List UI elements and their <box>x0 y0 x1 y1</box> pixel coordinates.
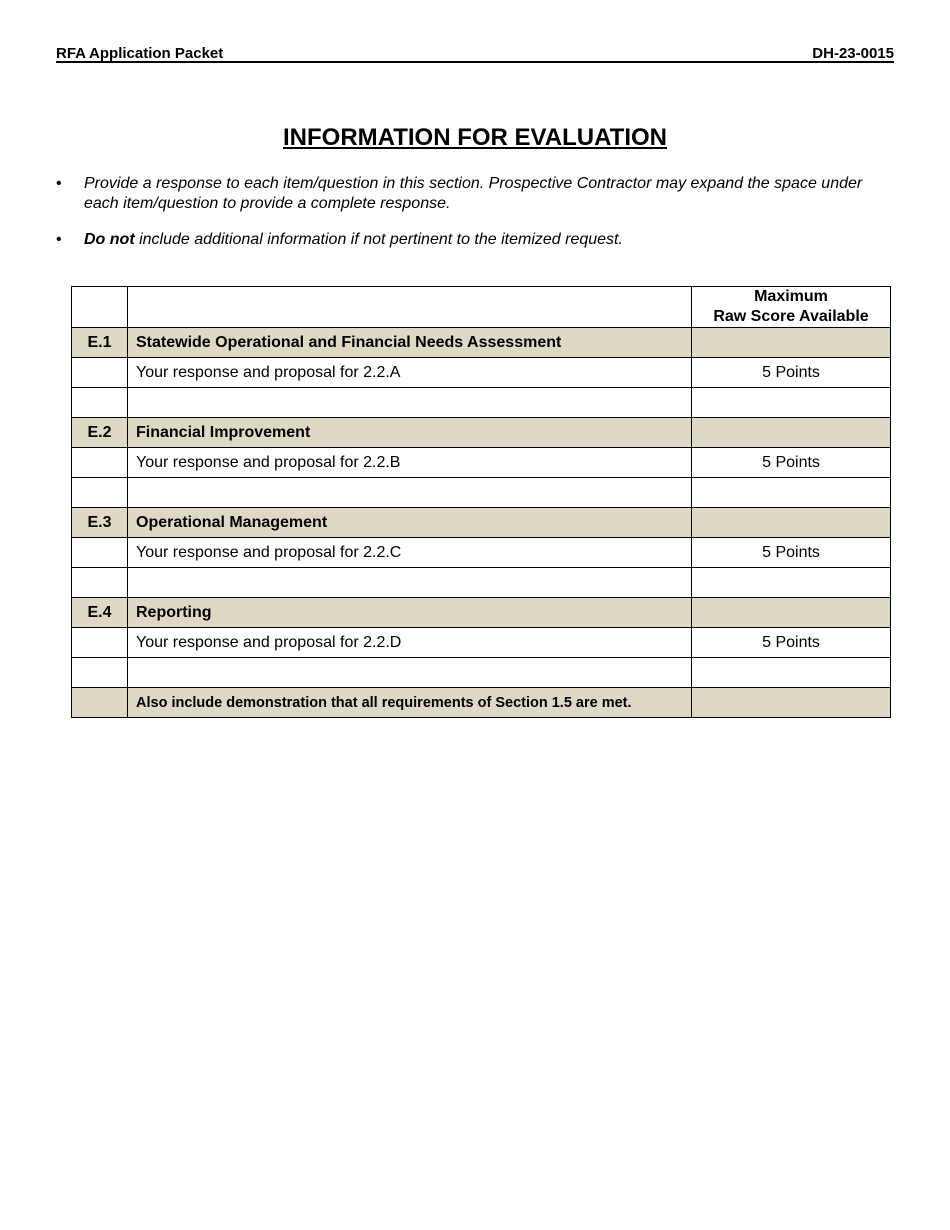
max-points: 5 Points <box>692 448 891 478</box>
blank-cell <box>692 658 891 688</box>
table-header-row <box>72 287 891 328</box>
header-blank-cell <box>128 287 692 328</box>
bullet-icon: • <box>56 175 62 192</box>
section-title: Reporting <box>128 598 692 628</box>
blank-cell <box>72 628 128 658</box>
section-title: Statewide Operational and Financial Needs Assessment <box>128 328 692 358</box>
response-space[interactable] <box>128 478 692 508</box>
section-row <box>72 418 891 448</box>
section-row <box>72 598 891 628</box>
response-prompt: Your response and proposal for 2.2.C <box>128 538 692 568</box>
score-header-line: Maximum <box>754 288 828 305</box>
response-prompt: Your response and proposal for 2.2.A <box>128 358 692 388</box>
blank-cell <box>692 388 891 418</box>
response-space-row <box>72 388 891 418</box>
section-row <box>72 508 891 538</box>
instruction-text: include additional information if not pertinent to the itemized request. <box>134 231 623 248</box>
blank-cell <box>692 688 891 718</box>
section-score-cell <box>692 508 891 538</box>
bullet-icon: • <box>56 231 62 248</box>
response-space[interactable] <box>128 658 692 688</box>
blank-cell <box>692 568 891 598</box>
response-space[interactable] <box>128 568 692 598</box>
section-number: E.1 <box>72 328 128 358</box>
header-document-number: DH-23-0015 <box>812 45 894 62</box>
response-space-row <box>72 478 891 508</box>
instruction-item <box>56 174 886 214</box>
blank-cell <box>72 568 128 598</box>
response-space[interactable] <box>128 388 692 418</box>
instructions-list <box>56 174 886 266</box>
max-points: 5 Points <box>692 358 891 388</box>
section-title: Financial Improvement <box>128 418 692 448</box>
response-row <box>72 628 891 658</box>
response-row <box>72 448 891 478</box>
header-blank-cell <box>72 287 128 328</box>
max-points: 5 Points <box>692 538 891 568</box>
section-number: E.3 <box>72 508 128 538</box>
instruction-item <box>56 230 886 250</box>
footer-note: Also include demonstration that all requirements of Section 1.5 are met. <box>128 688 692 718</box>
score-column-header <box>692 287 891 328</box>
blank-cell <box>72 358 128 388</box>
blank-cell <box>72 448 128 478</box>
section-title: Operational Management <box>128 508 692 538</box>
max-points: 5 Points <box>692 628 891 658</box>
page-header <box>56 45 894 63</box>
blank-cell <box>72 388 128 418</box>
section-score-cell <box>692 328 891 358</box>
section-number: E.2 <box>72 418 128 448</box>
evaluation-table <box>71 286 891 718</box>
instruction-text: Provide a response to each item/question in this section. Prospective Contractor may expand the space under each item/question to provide a complete response. <box>84 175 863 212</box>
response-space-row <box>72 658 891 688</box>
section-score-cell <box>692 598 891 628</box>
instruction-emphasis: Do not <box>84 231 135 248</box>
blank-cell <box>72 538 128 568</box>
section-number: E.4 <box>72 598 128 628</box>
blank-cell <box>72 478 128 508</box>
blank-cell <box>72 658 128 688</box>
response-row <box>72 538 891 568</box>
blank-cell <box>72 688 128 718</box>
section-score-cell <box>692 418 891 448</box>
page-title: INFORMATION FOR EVALUATION <box>283 124 667 151</box>
response-row <box>72 358 891 388</box>
response-space-row <box>72 568 891 598</box>
response-prompt: Your response and proposal for 2.2.D <box>128 628 692 658</box>
blank-cell <box>692 478 891 508</box>
response-prompt: Your response and proposal for 2.2.B <box>128 448 692 478</box>
header-left-text: RFA Application Packet <box>56 45 224 62</box>
score-header-line: Raw Score Available <box>713 308 869 325</box>
footer-note-row <box>72 688 891 718</box>
section-row <box>72 328 891 358</box>
